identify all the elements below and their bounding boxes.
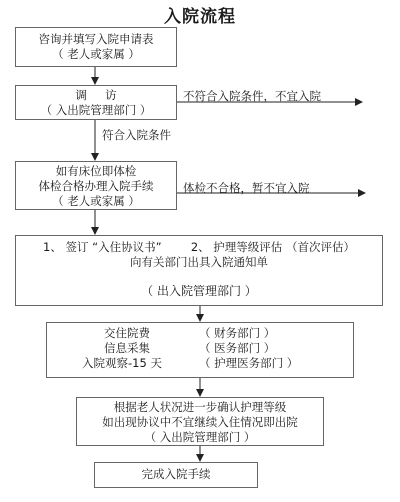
- step-agreement-line1: 1、 签订 “入住协议书” 2、 护理等级评估 （首次评估）: [43, 240, 355, 254]
- step-confirm-line2: 如出现协议中不宜继续入住情况即出院: [102, 415, 298, 429]
- fees-row-3: [47, 356, 353, 371]
- note-exam-fail: 体检不合格，暂不宜入院: [183, 181, 310, 195]
- step-agreement-dept: （ 出入院管理部门 ）: [141, 284, 257, 298]
- note-eligible: 符合入院条件: [102, 128, 171, 142]
- fees-item-payment: 交住院费: [104, 326, 150, 340]
- step-confirm-box: [76, 397, 324, 446]
- step-visit-box: [15, 85, 177, 120]
- step-agreement-line2: 向有关部门出具入院通知单: [130, 255, 268, 269]
- step-apply-box: [15, 27, 177, 67]
- fees-dept-nursing: （ 护理医务部门 ）: [199, 356, 299, 370]
- fees-row-1: [47, 326, 353, 341]
- step-checkup-box: [15, 161, 177, 210]
- step-fees-box: [46, 322, 354, 378]
- page-title: 入院流程: [164, 7, 236, 27]
- step-complete-box: [94, 462, 258, 488]
- step-apply-title: 咨询并填写入院申请表: [38, 32, 154, 46]
- step-checkup-actor: （ 老人或家属 ）: [52, 194, 140, 208]
- step-checkup-line2: 体检合格办理入院手续: [38, 179, 154, 193]
- fees-dept-finance: （ 财务部门 ）: [199, 326, 276, 340]
- step-visit-dept: （ 入出院管理部门 ）: [40, 103, 152, 117]
- fees-item-info: 信息采集: [104, 341, 150, 355]
- step-checkup-line1: 如有床位即体检: [55, 164, 137, 178]
- step-agreement-box: [15, 235, 383, 306]
- fees-dept-medical: （ 医务部门 ）: [199, 341, 276, 355]
- fees-row-2: [47, 341, 353, 356]
- note-not-eligible: 不符合入院条件，不宜入院: [183, 89, 321, 103]
- step-confirm-dept: （ 入出院管理部门 ）: [144, 430, 256, 444]
- fees-item-observe: 入院观察-15 天: [82, 356, 162, 370]
- step-visit-title: 调 访: [75, 88, 117, 102]
- step-complete-label: 完成入院手续: [141, 467, 211, 481]
- step-confirm-line1: 根据老人状况进一步确认护理等级: [113, 400, 287, 414]
- step-apply-actor: （ 老人或家属 ）: [52, 47, 140, 61]
